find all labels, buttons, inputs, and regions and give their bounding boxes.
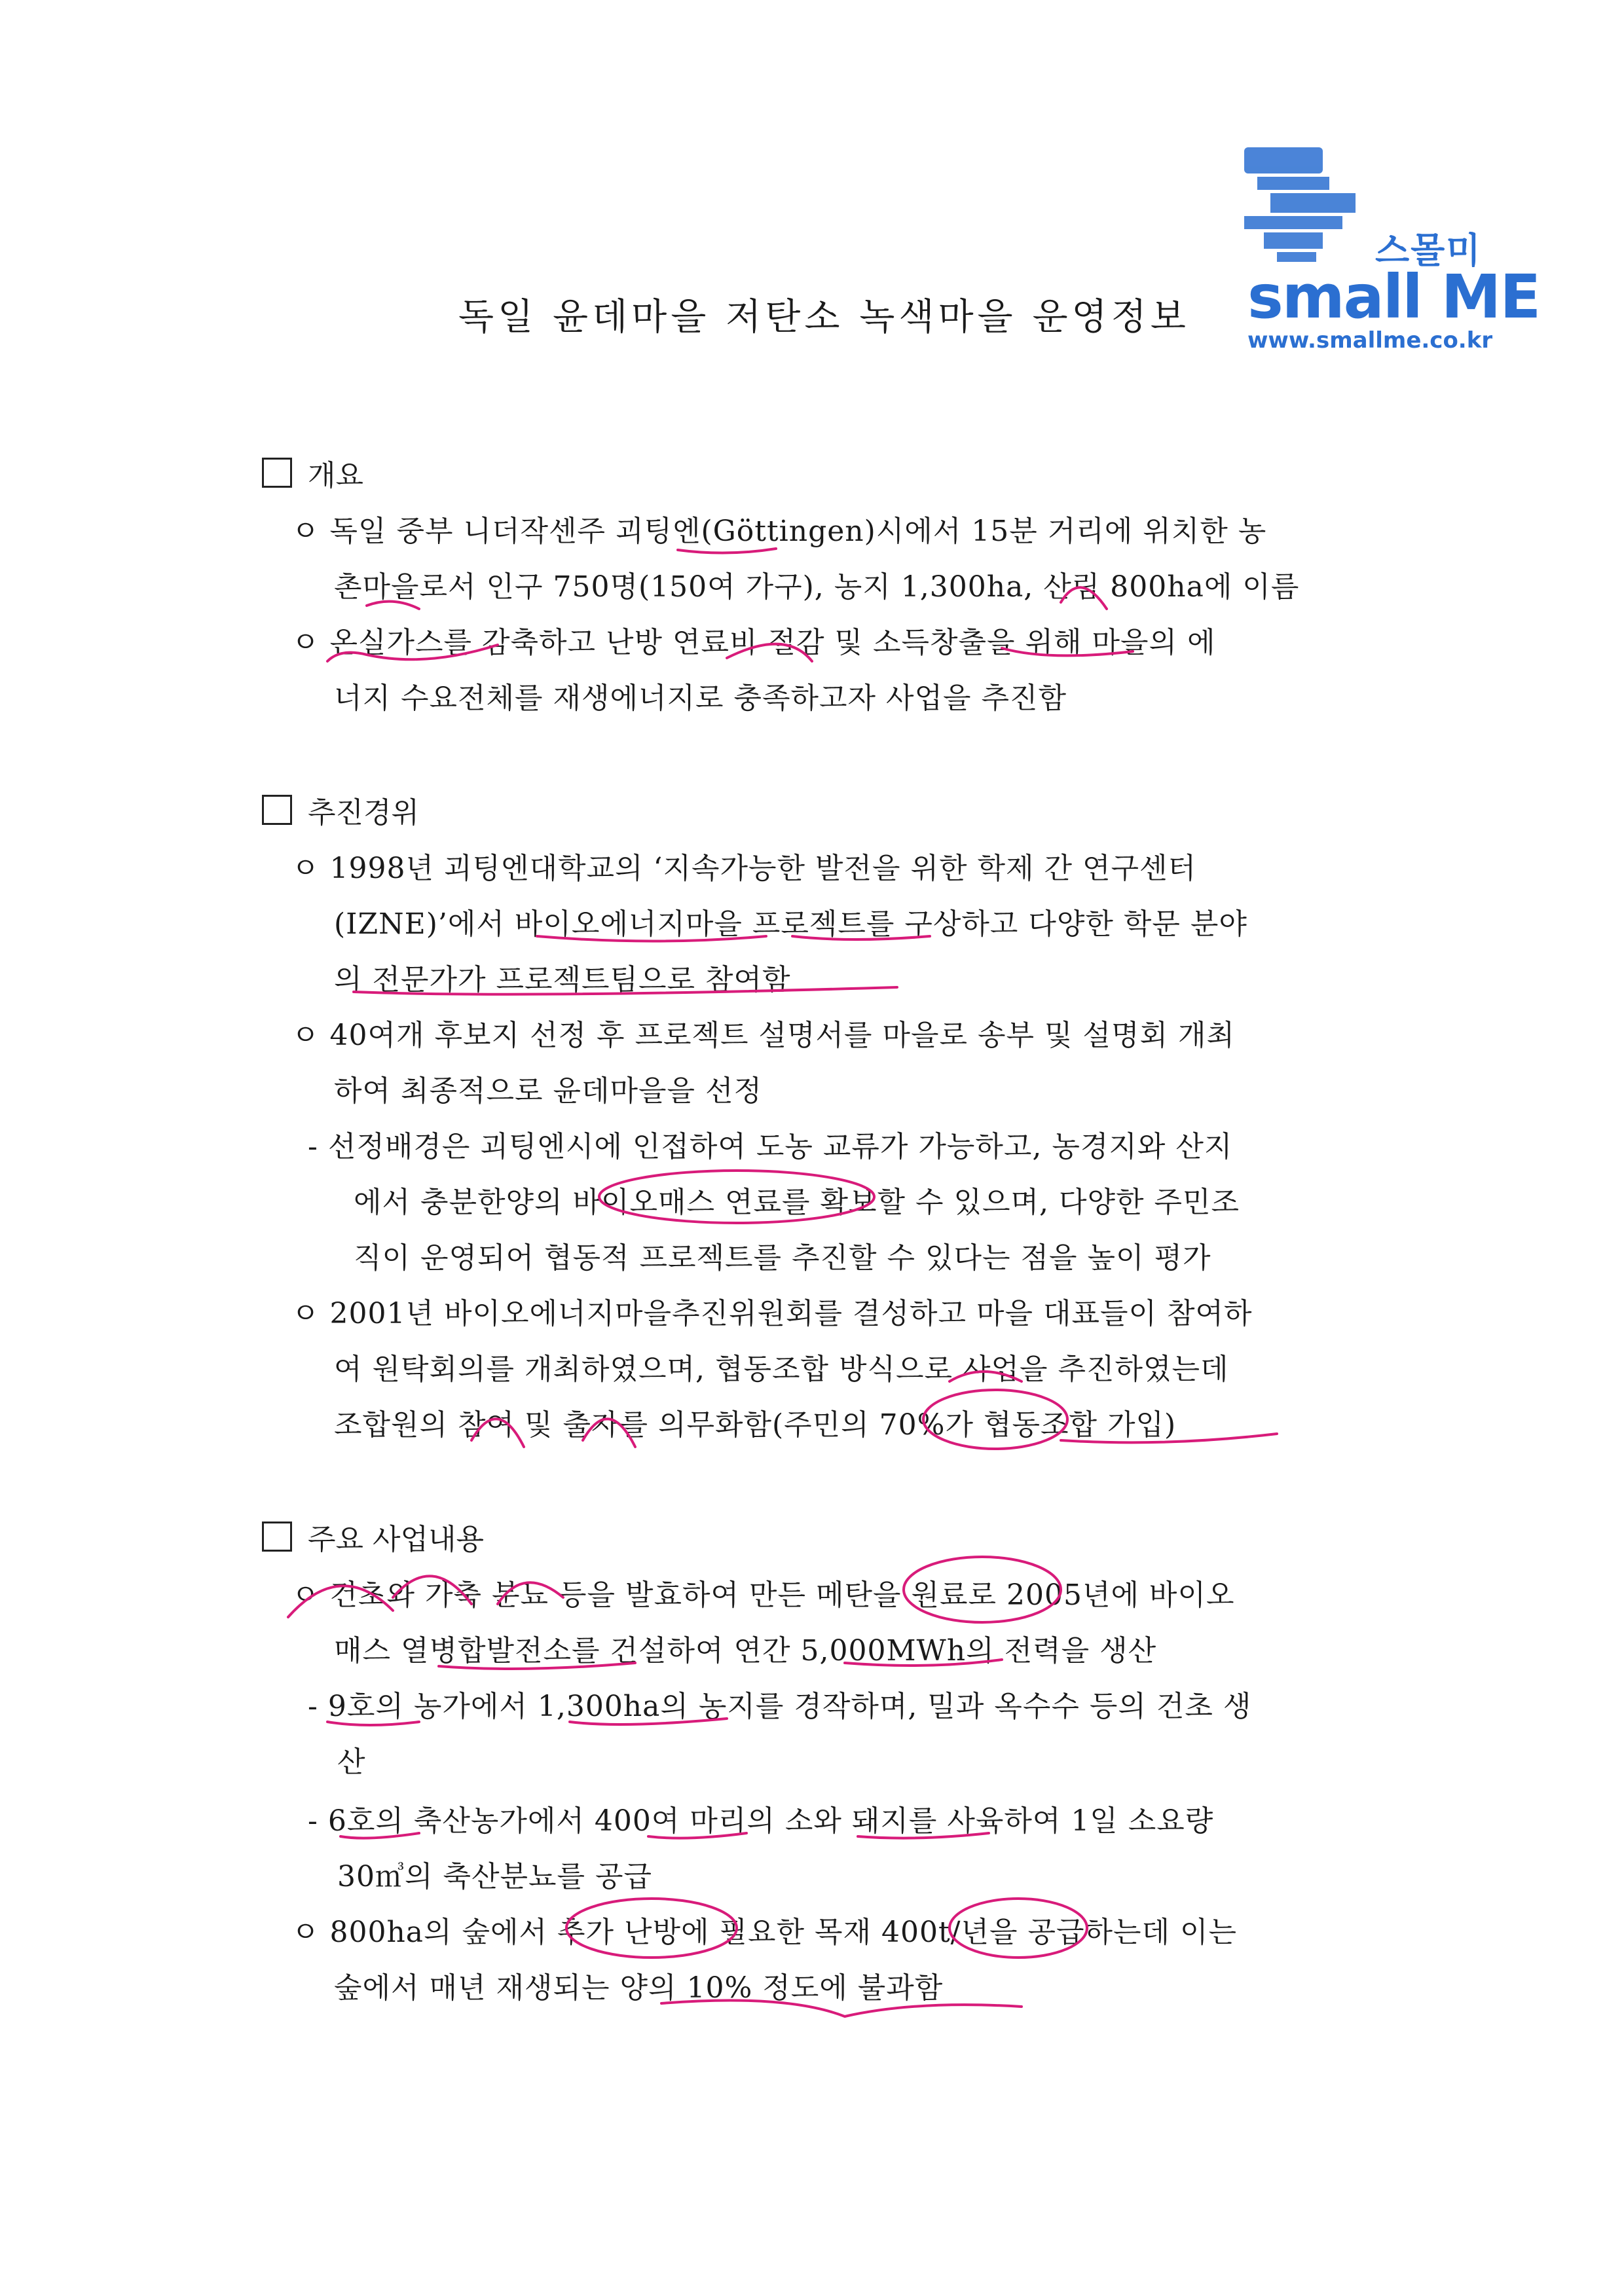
body-line: 산 xyxy=(337,1745,366,1779)
body-line: 의 전문가가 프로젝트팀으로 참여함 xyxy=(334,963,791,996)
section-heading-main-projects xyxy=(262,1516,484,1558)
body-line: ㅇ 40여개 후보지 선정 후 프로젝트 설명서를 마을로 송부 및 설명회 개최 xyxy=(291,1019,1235,1052)
body-line: ㅇ 온실가스를 감축하고 난방 연료비 절감 및 소득창출을 위해 마을의 에 xyxy=(291,626,1216,659)
checkbox-square-icon xyxy=(262,795,292,825)
body-line: 에서 충분한양의 바이오매스 연료를 확보할 수 있으며, 다양한 주민조 xyxy=(354,1186,1240,1219)
body-line: 숲에서 매년 재생되는 양의 10% 정도에 불과함 xyxy=(334,1971,944,2005)
body-line: 조합원의 참여 및 출자를 의무화함(주민의 70%가 협동조합 가입) xyxy=(334,1408,1177,1442)
logo-english-text: small ME xyxy=(1247,262,1540,332)
body-line: 너지 수요전체를 재생에너지로 충족하고자 사업을 추진함 xyxy=(334,682,1067,715)
document-title: 독일 윤데마을 저탄소 녹색마을 운영정보 xyxy=(458,296,1190,338)
checkbox-square-icon xyxy=(262,458,292,488)
body-line: 촌마을로서 인구 750명(150여 가구), 농지 1,300ha, 산림 800ha에 이름 xyxy=(334,570,1300,604)
body-line: 30㎥의 축산분뇨를 공급 xyxy=(337,1860,652,1893)
body-line: ㅇ 2001년 바이오에너지마을추진위원회를 결성하고 마을 대표들이 참여하 xyxy=(291,1297,1253,1330)
body-line: (IZNE)’에서 바이오에너지마을 프로젝트를 구상하고 다양한 학문 분야 xyxy=(334,907,1247,941)
section-heading-text: 주요 사업내용 xyxy=(308,1523,485,1556)
logo-url: www.smallme.co.kr xyxy=(1247,327,1493,354)
body-line: 여 원탁회의를 개최하였으며, 협동조합 방식으로 사업을 추진하였는데 xyxy=(334,1353,1229,1386)
section-heading-text: 추진경위 xyxy=(308,796,420,829)
body-line: - 6호의 축산농가에서 400여 마리의 소와 돼지를 사육하여 1일 소요량 xyxy=(308,1804,1214,1838)
body-line: - 9호의 농가에서 1,300ha의 농지를 경작하며, 밀과 옥수수 등의 건초 생 xyxy=(308,1690,1252,1723)
section-heading-text: 개요 xyxy=(308,459,364,492)
section-heading-history xyxy=(262,789,419,831)
logo-korean-text: 스몰미 xyxy=(1375,230,1482,271)
body-line: - 선정배경은 괴팅엔시에 인접하여 도농 교류가 가능하고, 농경지와 산지 xyxy=(308,1130,1233,1163)
body-line: ㅇ 건초와 가축 분뇨 등을 발효하여 만든 메탄을 원료로 2005년에 바이오 xyxy=(291,1578,1235,1612)
section-heading-overview xyxy=(262,452,363,494)
body-line: 하여 최종적으로 윤데마을을 선정 xyxy=(334,1074,763,1108)
checkbox-square-icon xyxy=(262,1522,292,1552)
body-line: ㅇ 독일 중부 니더작센주 괴팅엔(Göttingen)시에서 15분 거리에 위치한 농 xyxy=(291,515,1267,548)
body-line: ㅇ 800ha의 숲에서 추가 난방에 필요한 목재 400t/년을 공급하는데 이는 xyxy=(291,1916,1238,1949)
body-line: ㅇ 1998년 괴팅엔대학교의 ‘지속가능한 발전을 위한 학제 간 연구센터 xyxy=(291,852,1196,885)
body-line: 직이 운영되어 협동적 프로젝트를 추진할 수 있다는 점을 높이 평가 xyxy=(354,1241,1211,1275)
body-line: 매스 열병합발전소를 건설하여 연간 5,000MWh의 전력을 생산 xyxy=(334,1634,1157,1667)
